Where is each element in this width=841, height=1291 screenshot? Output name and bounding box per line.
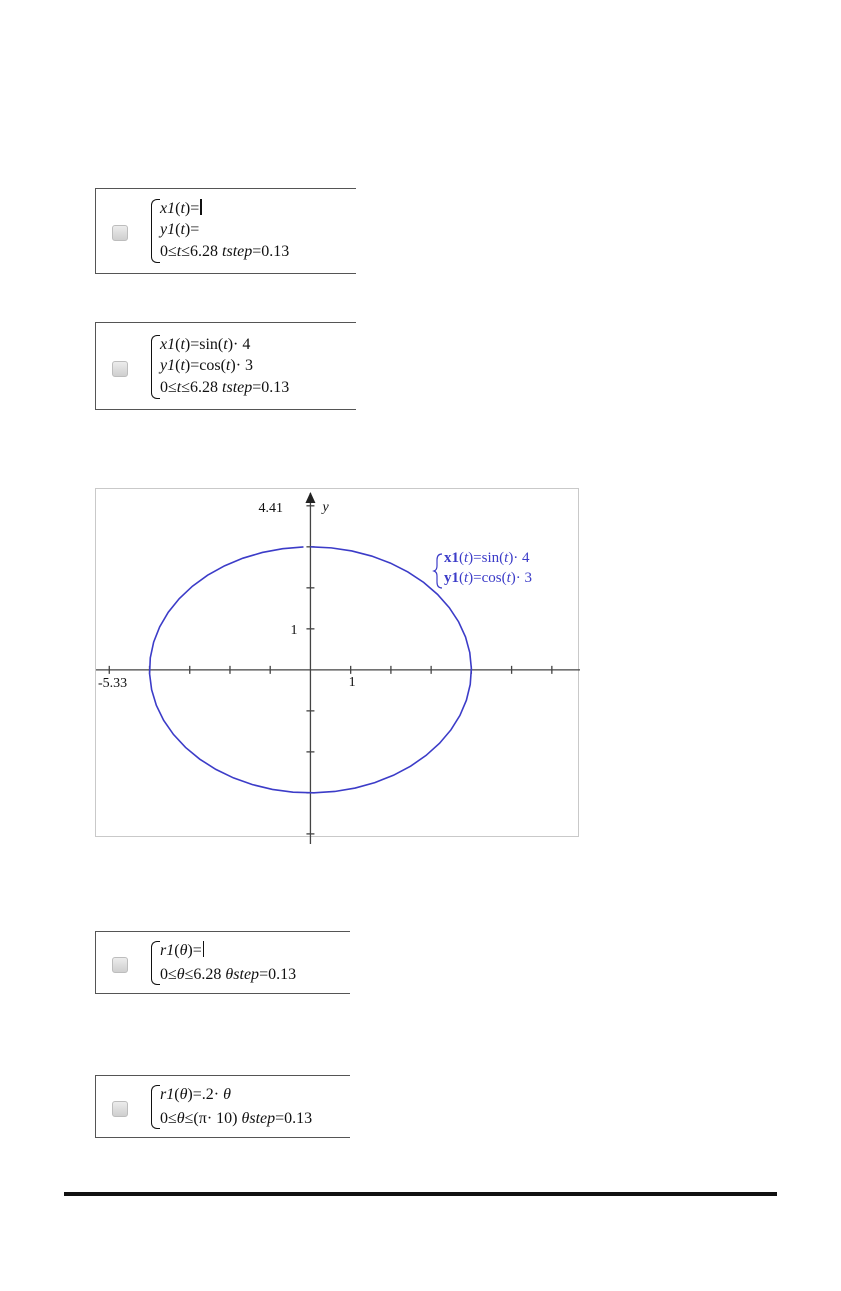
y-window-max-label: 4.41 (258, 501, 283, 516)
x-tick-label: 1 (348, 674, 356, 690)
polar-entry-empty[interactable] (95, 931, 350, 994)
parametric-entry-ellipse[interactable] (95, 322, 356, 410)
ellipse-plot (96, 489, 580, 838)
entry-checkbox[interactable] (112, 957, 128, 973)
y-axis-arrow (305, 492, 315, 503)
brace (151, 941, 160, 985)
legend-x1: x1(t)=sin(t)· 4 (444, 550, 530, 566)
r1-line[interactable]: r1(θ)= (160, 941, 204, 961)
entry-checkbox[interactable] (112, 361, 128, 377)
r1-line[interactable]: r1(θ)=.2· θ (160, 1086, 231, 1103)
graph-window[interactable] (95, 488, 579, 837)
y-tick-label: 1 (290, 622, 298, 638)
entry-checkbox[interactable] (112, 225, 128, 241)
theta-range-line[interactable]: 0≤θ≤6.28 θstep=0.13 (160, 966, 297, 983)
x1-line[interactable]: x1(t)= (160, 199, 202, 219)
y1-line[interactable]: y1(t)=cos(t)· 3 (160, 357, 254, 374)
x1-line[interactable]: x1(t)=sin(t)· 4 (160, 336, 251, 353)
legend-y1: y1(t)=cos(t)· 3 (444, 570, 533, 586)
y1-line[interactable]: y1(t)= (160, 221, 200, 238)
footer-rule (64, 1192, 777, 1196)
theta-range-line[interactable]: 0≤θ≤(π· 10) θstep=0.13 (160, 1110, 313, 1127)
legend-brace (434, 554, 442, 588)
y-axis-label: y (322, 500, 329, 515)
brace (151, 199, 160, 263)
parametric-entry-empty[interactable] (95, 188, 356, 274)
brace (151, 1085, 160, 1129)
entry-checkbox[interactable] (112, 1101, 128, 1117)
text-cursor (203, 941, 204, 957)
brace (151, 335, 160, 399)
t-range-line[interactable]: 0≤t≤6.28 tstep=0.13 (160, 243, 290, 260)
text-cursor (200, 199, 201, 215)
polar-entry-spiral[interactable] (95, 1075, 350, 1138)
x-window-min-label: -5.33 (98, 675, 128, 691)
t-range-line[interactable]: 0≤t≤6.28 tstep=0.13 (160, 379, 290, 396)
